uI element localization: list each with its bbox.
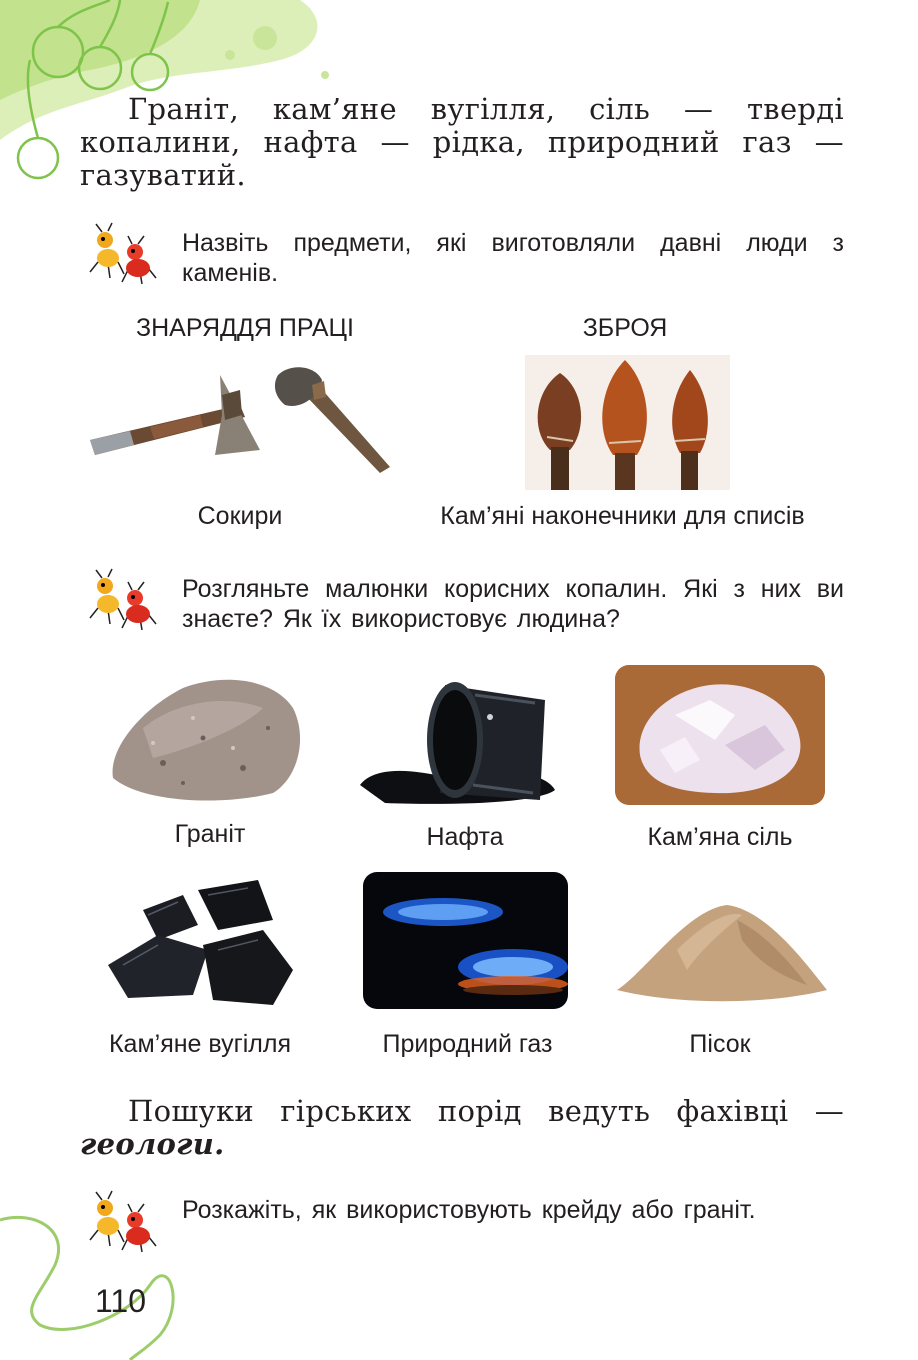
spearheads-caption: Кам’яні наконечники для списів: [440, 502, 805, 530]
coal-image: [98, 870, 303, 1010]
spearheads-image: [525, 355, 730, 490]
granite-image: [103, 668, 308, 806]
mineral-label-oil: Нафта: [426, 823, 504, 851]
geology-term: геологи.: [80, 1127, 225, 1161]
geology-paragraph: [80, 1095, 844, 1161]
geology-text: Пошуки гірських порід ведуть фахівці —: [128, 1094, 844, 1128]
axes-caption: Сокири: [197, 502, 283, 530]
axes-image: [90, 355, 395, 490]
mineral-label-natural-gas: Природний газ: [382, 1030, 553, 1058]
sand-image: [617, 880, 827, 1008]
mineral-label-rock-salt: Кам’яна сіль: [647, 823, 793, 851]
task-3-text: Розкажіть, як використовують крейду або граніт.: [182, 1196, 756, 1224]
mineral-label-sand: Пісок: [689, 1030, 751, 1058]
mineral-label-coal: Кам’яне вугілля: [108, 1030, 292, 1058]
ants-icon: [88, 568, 158, 634]
task-2-text: Розгляньте малюнки корисних копалин. Які з них ви знаєте? Як їх використовує людина?: [182, 575, 844, 633]
tools-heading: ЗНАРЯДДЯ ПРАЦІ: [136, 314, 354, 342]
task-1-text: Назвіть предмети, які виготовляли давні люди з каменів.: [182, 229, 844, 287]
oil-image: [355, 665, 570, 808]
intro-paragraph: Граніт, кам’яне вугілля, сіль — тверді копалини, нафта — рідка, природний газ — газуватий.: [80, 92, 844, 192]
mineral-label-granite: Граніт: [174, 820, 246, 848]
ants-icon: [88, 222, 158, 288]
natural-gas-image: [363, 872, 568, 1009]
rock-salt-image: [615, 665, 825, 805]
page-number: 110: [95, 1283, 147, 1319]
weapons-heading: ЗБРОЯ: [582, 314, 668, 342]
